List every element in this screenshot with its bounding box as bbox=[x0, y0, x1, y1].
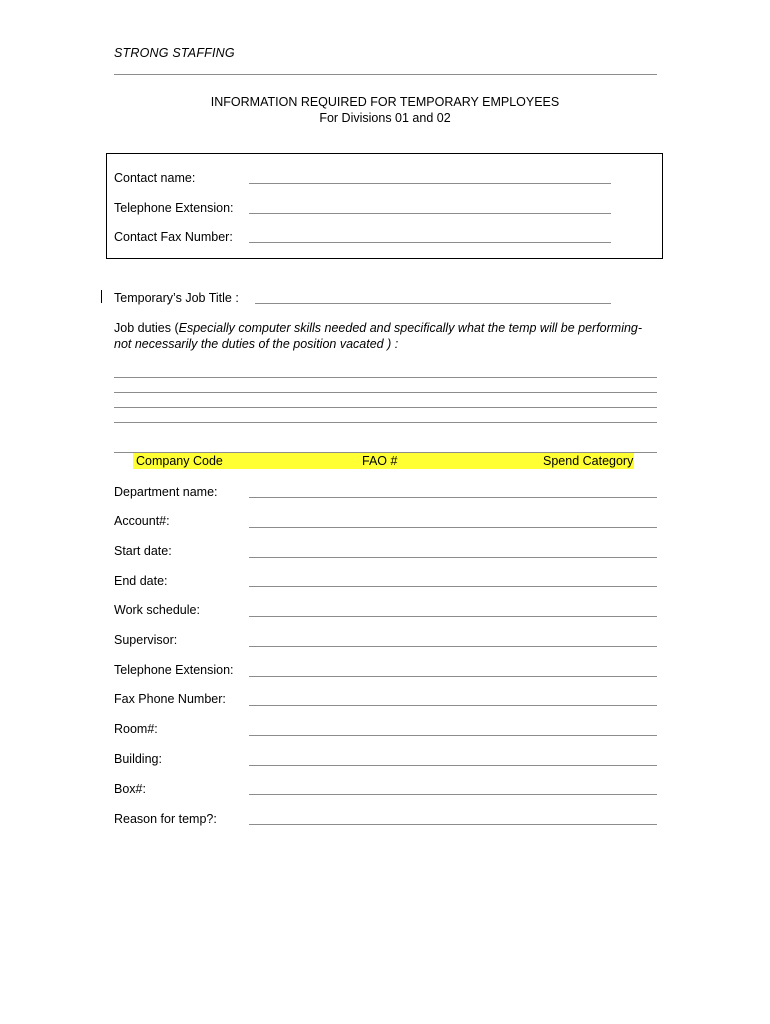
job-duties-line[interactable] bbox=[114, 377, 657, 378]
account-label: Account#: bbox=[114, 514, 170, 528]
company-code-label: Company Code bbox=[136, 454, 223, 468]
telephone-extension-label: Telephone Extension: bbox=[114, 201, 234, 215]
room-label: Room#: bbox=[114, 722, 158, 736]
contact-name-field[interactable] bbox=[249, 183, 611, 184]
contact-name-label: Contact name: bbox=[114, 171, 196, 185]
spend-category-label: Spend Category bbox=[543, 454, 634, 468]
job-duties-line[interactable] bbox=[114, 392, 657, 393]
fax-phone-number-label: Fax Phone Number: bbox=[114, 692, 226, 706]
start-date-label: Start date: bbox=[114, 544, 172, 558]
building-field[interactable] bbox=[249, 765, 657, 766]
department-name-field[interactable] bbox=[249, 497, 657, 498]
supervisor-field[interactable] bbox=[249, 646, 657, 647]
telephone-extension-field[interactable] bbox=[249, 213, 611, 214]
fao-label: FAO # bbox=[362, 454, 398, 468]
end-date-label: End date: bbox=[114, 574, 168, 588]
contact-fax-label: Contact Fax Number: bbox=[114, 230, 233, 244]
fax-phone-number-field[interactable] bbox=[249, 705, 657, 706]
department-name-label: Department name: bbox=[114, 485, 218, 499]
job-duties-instructions: Especially computer skills needed and specifically what the temp will be performing- not necessarily the duties of the position vacated ) : bbox=[114, 321, 643, 351]
room-field[interactable] bbox=[249, 735, 657, 736]
supervisor-label: Supervisor: bbox=[114, 633, 178, 647]
building-label: Building: bbox=[114, 752, 162, 766]
job-title-label: Temporary’s Job Title : bbox=[114, 291, 239, 305]
form-subtitle: For Divisions 01 and 02 bbox=[319, 111, 451, 125]
end-date-field[interactable] bbox=[249, 586, 657, 587]
start-date-field[interactable] bbox=[249, 557, 657, 558]
supervisor-telephone-extension-field[interactable] bbox=[249, 676, 657, 677]
job-duties-prefix: Job duties ( bbox=[114, 321, 179, 335]
work-schedule-field[interactable] bbox=[249, 616, 657, 617]
job-title-field[interactable] bbox=[255, 303, 611, 304]
supervisor-telephone-extension-label: Telephone Extension: bbox=[114, 663, 234, 677]
account-field[interactable] bbox=[249, 527, 657, 528]
header-divider bbox=[114, 74, 657, 75]
work-schedule-label: Work schedule: bbox=[114, 603, 200, 617]
job-duties-label bbox=[114, 320, 654, 352]
contact-fax-field[interactable] bbox=[249, 242, 611, 243]
job-duties-line[interactable] bbox=[114, 422, 657, 423]
reason-for-temp-label: Reason for temp?: bbox=[114, 812, 217, 826]
form-title: INFORMATION REQUIRED FOR TEMPORARY EMPLOYEES bbox=[210, 95, 560, 109]
box-field[interactable] bbox=[249, 794, 657, 795]
box-label: Box#: bbox=[114, 782, 146, 796]
company-name: STRONG STAFFING bbox=[114, 46, 235, 60]
reason-for-temp-field[interactable] bbox=[249, 824, 657, 825]
job-duties-line[interactable] bbox=[114, 407, 657, 408]
revision-mark bbox=[101, 290, 102, 303]
